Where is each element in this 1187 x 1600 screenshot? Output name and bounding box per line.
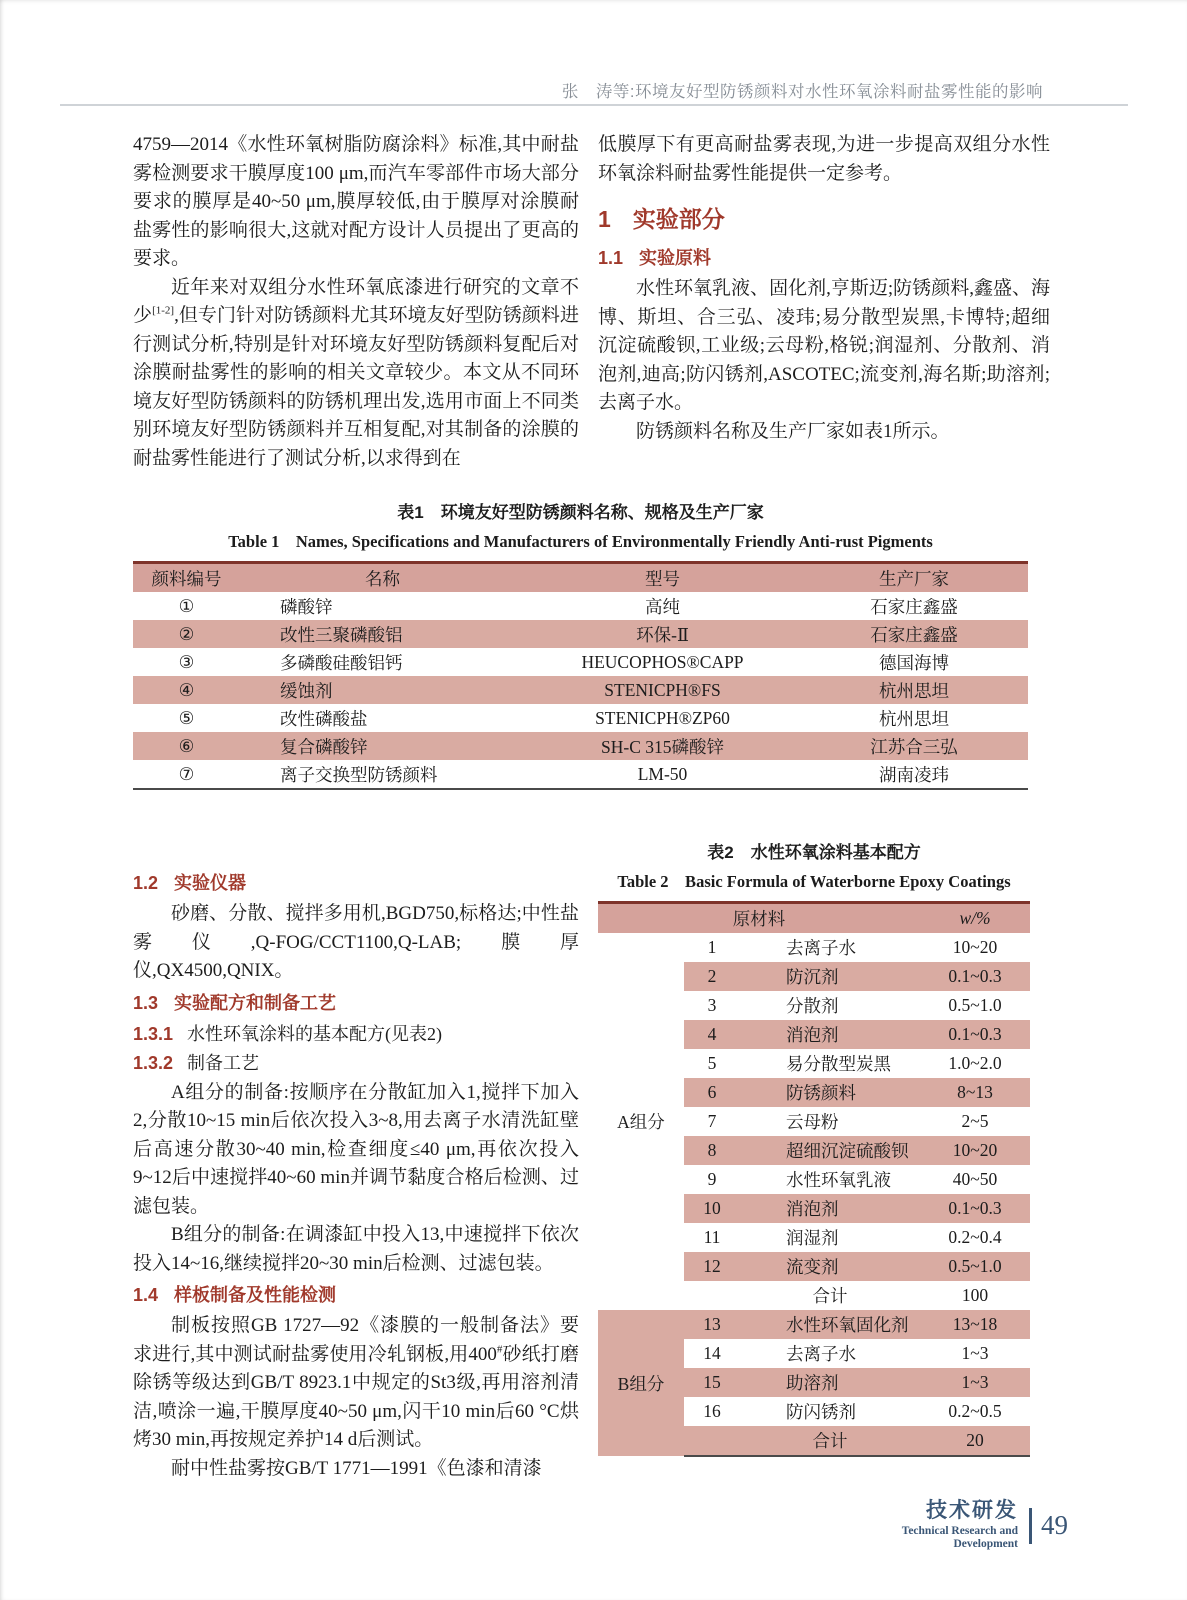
cell-empty: [684, 1281, 740, 1310]
cell-no: 3: [707, 995, 717, 1015]
table1-row: [133, 732, 1028, 760]
cell-w: 10~20: [920, 1136, 1030, 1165]
cell-name: 水性环氧固化剂: [740, 1310, 920, 1339]
cell-no: ①: [178, 595, 195, 616]
section-title: 样板制备及性能检测: [174, 1285, 337, 1305]
paragraph-salt-spray: [133, 1455, 579, 1484]
paragraph-text: 4759—2014《水性环氧树脂防腐涂料》标准,其中耐盐雾检测要求干膜厚度100 μm,而汽车零部件市场大部分要求的膜厚是40~50 μm,膜厚较低,由于膜厚对涂膜耐盐雾性的影响很大,这就对配方设计人员提出了更高的要求。: [133, 134, 579, 269]
cell-no: 13: [684, 1310, 740, 1339]
cell-name: 防闪锈剂: [786, 1402, 856, 1422]
paragraph-text: B组分的制备:在调漆缸中投入13,中速搅拌下依次投入14~16,继续搅拌20~30 min后检测、过滤包装。: [133, 1224, 579, 1274]
cell-name: 流变剂: [740, 1252, 920, 1281]
cell-no: 10: [684, 1194, 740, 1223]
cell-w: 1.0~2.0: [948, 1053, 1002, 1073]
cell-no: 12: [684, 1252, 740, 1281]
paragraph-text: ,但专门针对防锈颜料尤其环境友好型防锈颜料进行测试分析,特别是针对环境友好型防锈颜料复配后对涂膜耐盐雾性的影响的相关文章较少。本文从不同环境友好型防锈颜料的防锈机理出发,选用市面上不同类别环境友好型防锈颜料并互相复配,对其制备的涂膜的耐盐雾性能进行了测试分析,以求得到在: [133, 305, 579, 469]
table1-row: [133, 676, 1028, 704]
cell-no: 6: [684, 1078, 740, 1107]
cell-total-value: 100: [961, 1285, 989, 1305]
left-column-upper: [133, 131, 579, 473]
cell-w: 1~3: [961, 1343, 989, 1363]
page-number: 49: [1041, 1510, 1068, 1540]
cell-name: 防沉剂: [740, 962, 920, 991]
cell-no: 1: [707, 937, 717, 957]
cell-w: 0.2~0.4: [948, 1227, 1002, 1247]
paragraph-text: A组分的制备:按顺序在分散缸加入1,搅拌下加入2,分散10~15 min后依次投入3~8,用去离子水清洗缸壁后高速分散30~40 min,检查细度≤40 μm,再依次投入9~12后中速搅拌40~60 min并调节黏度合格后检测、过滤包装。: [133, 1081, 579, 1217]
table1-row: [133, 648, 1028, 676]
section-number: 1.3: [133, 992, 159, 1013]
table1-caption-en: Table 1 Names, Specifications and Manufacturers of Environmentally Friendly Anti-rust Pigments: [228, 532, 933, 551]
cell-manufacturer: 杭州思坦: [800, 676, 1028, 704]
cell-name: 消泡剂: [740, 1194, 920, 1223]
cell-no: 8: [684, 1136, 740, 1165]
superscript: #: [496, 1343, 503, 1356]
cell-w: 2~5: [961, 1111, 989, 1131]
section-title: 实验仪器: [174, 873, 247, 893]
cell-name: 复合磷酸锌: [240, 732, 525, 760]
section-title: 实验原料: [639, 248, 712, 268]
cell-model: HEUCOPHOS®CAPP: [581, 651, 744, 672]
cell-name: 改性三聚磷酸铝: [240, 620, 525, 648]
paragraph-component-a: [133, 1079, 579, 1222]
cell-manufacturer: 德国海博: [879, 652, 949, 673]
table1-header-row: [133, 563, 1028, 593]
cell-name: 多磷酸硅酸铝钙: [280, 652, 403, 673]
cell-w: 8~13: [920, 1078, 1030, 1107]
cell-name: 磷酸锌: [280, 596, 333, 617]
paragraph-text: 砂磨、分散、搅拌多用机,BGD750,标格达;中性盐雾仪,Q-FOG/CCT1100,Q-LAB;膜厚仪,QX4500,QNIX。: [133, 903, 579, 981]
cell-name: 离子交换型防锈颜料: [240, 760, 525, 789]
cell-manufacturer: 杭州思坦: [879, 708, 949, 729]
cell-no: ②: [133, 620, 240, 648]
cell-w: 0.1~0.3: [920, 1020, 1030, 1049]
paragraph-instruments: [133, 900, 579, 986]
section-heading-1-1: [598, 244, 1050, 272]
cell-name: 润湿剂: [786, 1228, 839, 1248]
section-number: 1.4: [133, 1285, 159, 1305]
cell-no: ④: [133, 676, 240, 704]
cell-model: SH-C 315磷酸锌: [525, 732, 800, 760]
paragraph-text: 制板按照GB 1727—92《漆膜的一般制备法》要求进行,其中测试耐盐雾使用冷轧钢板,用400: [133, 1315, 579, 1365]
table1-header-model: 型号: [525, 563, 800, 593]
footer-section-zh: 技术研发: [926, 1499, 1018, 1522]
paragraph-text: 耐中性盐雾按GB/T 1771—1991《色漆和清漆: [171, 1457, 542, 1479]
paragraph-table1-ref: [598, 418, 1050, 447]
group-a-label: A组分: [617, 1112, 665, 1132]
cell-name: 防锈颜料: [740, 1078, 920, 1107]
running-title: 张 涛等:环境友好型防锈颜料对水性环氧涂料耐盐雾性能的影响: [561, 83, 1043, 101]
cell-w: 0.1~0.3: [920, 1194, 1030, 1223]
paragraph-intro: [133, 274, 579, 474]
paragraph-text: 防锈颜料名称及生产厂家如表1所示。: [636, 420, 950, 442]
table1-header-no: 颜料编号: [133, 563, 240, 593]
cell-model: STENICPH®FS: [525, 676, 800, 704]
cell-w: 40~50: [952, 1169, 998, 1189]
table2-caption-en: Table 2 Basic Formula of Waterborne Epoxy Coatings: [617, 872, 1011, 891]
paragraph-component-b: [133, 1221, 579, 1278]
paragraph-continuation: [598, 131, 1050, 188]
cell-name: 去离子水: [786, 938, 856, 958]
paragraph-text: 水性环氧乳液、固化剂,亨斯迈;防锈颜料,鑫盛、海博、斯坦、合三弘、凌玮;易分散型炭黑,卡博特;超细沉淀硫酸钡,工业级;云母粉,格锐;润湿剂、分散剂、消泡剂,迪高;防闪锈剂,ASCOTEC;流变剂,海名斯;助溶剂;去离子水。: [598, 278, 1050, 413]
cell-no: ⑦: [133, 760, 240, 789]
cell-w: 0.5~1.0: [920, 1252, 1030, 1281]
cell-no: 11: [703, 1227, 721, 1247]
cell-manufacturer: 石家庄鑫盛: [800, 620, 1028, 648]
cell-model: STENICPH®ZP60: [595, 707, 730, 728]
section-heading-1-3: [133, 989, 579, 1017]
cell-total-label: 合计: [812, 1286, 848, 1306]
section-heading-1-3-1: [133, 1020, 579, 1049]
table1-row: [133, 704, 1028, 732]
cell-no: ⑥: [133, 732, 240, 760]
cell-name: 云母粉: [786, 1112, 839, 1132]
cell-name: 易分散型炭黑: [786, 1054, 891, 1074]
header-rule: [60, 104, 1128, 106]
citation-ref: [1-2]: [152, 304, 175, 317]
section-title: 实验部分: [632, 206, 725, 232]
cell-total-label: 合计: [740, 1426, 920, 1456]
section-title: 实验配方和制备工艺: [174, 992, 337, 1013]
cell-model: 环保-Ⅱ: [525, 620, 800, 648]
cell-name: 缓蚀剂: [240, 676, 525, 704]
cell-name: 分散剂: [786, 996, 839, 1016]
section-number: 1.1: [598, 248, 624, 268]
section-title: 制备工艺: [187, 1053, 260, 1073]
cell-name: 助溶剂: [740, 1368, 920, 1397]
cell-no: 5: [707, 1053, 717, 1073]
cell-w: 1~3: [920, 1368, 1030, 1397]
left-column-lower: [133, 866, 579, 1483]
section-number: 1.3.1: [133, 1023, 174, 1044]
section-heading-1-3-2: [133, 1049, 579, 1078]
cell-w: 10~20: [952, 937, 998, 957]
right-column-upper: [598, 131, 1050, 446]
cell-name: 改性磷酸盐: [280, 708, 368, 729]
paragraph-text: 砂纸打磨除锈等级达到GB/T 8923.1中规定的St3级,再用溶剂清洁,喷涂一遍,干膜厚度40~50 μm,闪干10 min后60 °C烘烤30 min,再按规定养护14 d后测试。: [133, 1343, 579, 1450]
cell-name: 水性环氧乳液: [786, 1170, 891, 1190]
section-heading-1-2: [133, 869, 579, 897]
cell-total-value: 20: [920, 1426, 1030, 1456]
cell-manufacturer: 湖南凌玮: [800, 760, 1028, 789]
table1-row: [133, 620, 1028, 648]
table2-block: [598, 838, 1030, 1457]
table2: [598, 901, 1030, 1457]
cell-manufacturer: 江苏合三弘: [800, 732, 1028, 760]
table2-header-row: [598, 903, 1030, 934]
cell-no: 7: [707, 1111, 717, 1131]
cell-manufacturer: 石家庄鑫盛: [870, 596, 958, 617]
cell-name: 消泡剂: [740, 1020, 920, 1049]
table2-caption-zh: 表2 水性环氧涂料基本配方: [707, 843, 921, 862]
cell-no: 14: [703, 1343, 721, 1363]
cell-no: ③: [178, 651, 195, 672]
table1-header-manufacturer: 生产厂家: [800, 563, 1028, 593]
section-number: 1.2: [133, 873, 159, 893]
table1-header-name: 名称: [240, 563, 525, 593]
cell-no: ⑤: [178, 707, 195, 728]
paragraph-text: 近年来对双组分水性环氧底漆进行研究的文章不少: [133, 276, 579, 326]
cell-no: 2: [684, 962, 740, 991]
cell-no: 4: [684, 1020, 740, 1049]
cell-model: LM-50: [525, 760, 800, 789]
table1-row: [133, 760, 1028, 789]
cell-empty: [684, 1426, 740, 1456]
group-b-label: B组分: [598, 1310, 684, 1456]
table2-row: [598, 933, 1030, 962]
paragraph-panel-prep: [133, 1312, 579, 1455]
footer-section: [856, 1500, 1018, 1551]
section-number: 1.3.2: [133, 1053, 174, 1073]
table2-header-wpct: w/%: [920, 903, 1030, 934]
cell-w: 13~18: [920, 1310, 1030, 1339]
section-heading-1: [598, 204, 1050, 234]
page-footer: [856, 1500, 1068, 1551]
paragraph-text: 低膜厚下有更高耐盐雾表现,为进一步提高双组分水性环氧涂料耐盐雾性能提供一定参考。: [598, 134, 1050, 184]
footer-section-en: Technical Research and Development: [901, 1525, 1018, 1550]
cell-w: 0.2~0.5: [948, 1401, 1002, 1421]
table1-block: [133, 498, 1028, 790]
section-heading-1-4: [133, 1281, 579, 1309]
section-number: 1: [598, 206, 611, 232]
paragraph-materials: [598, 275, 1050, 418]
section-title: 水性环氧涂料的基本配方(见表2): [187, 1023, 443, 1044]
cell-name: 去离子水: [786, 1344, 856, 1364]
cell-no: 15: [684, 1368, 740, 1397]
table2-header-material: 原材料: [598, 903, 920, 934]
table1: [133, 561, 1028, 790]
cell-name: 超细沉淀硫酸钡: [740, 1136, 920, 1165]
cell-model: 高纯: [645, 596, 680, 617]
table1-caption-zh: 表1 环境友好型防锈颜料名称、规格及生产厂家: [397, 503, 764, 522]
cell-no: 16: [703, 1401, 721, 1421]
paragraph-continuation: [133, 131, 579, 274]
table1-row: [133, 592, 1028, 620]
table2-row: [598, 1310, 1030, 1339]
cell-w: 0.1~0.3: [920, 962, 1030, 991]
cell-no: 9: [707, 1169, 717, 1189]
footer-divider: [1029, 1508, 1032, 1544]
cell-w: 0.5~1.0: [948, 995, 1002, 1015]
